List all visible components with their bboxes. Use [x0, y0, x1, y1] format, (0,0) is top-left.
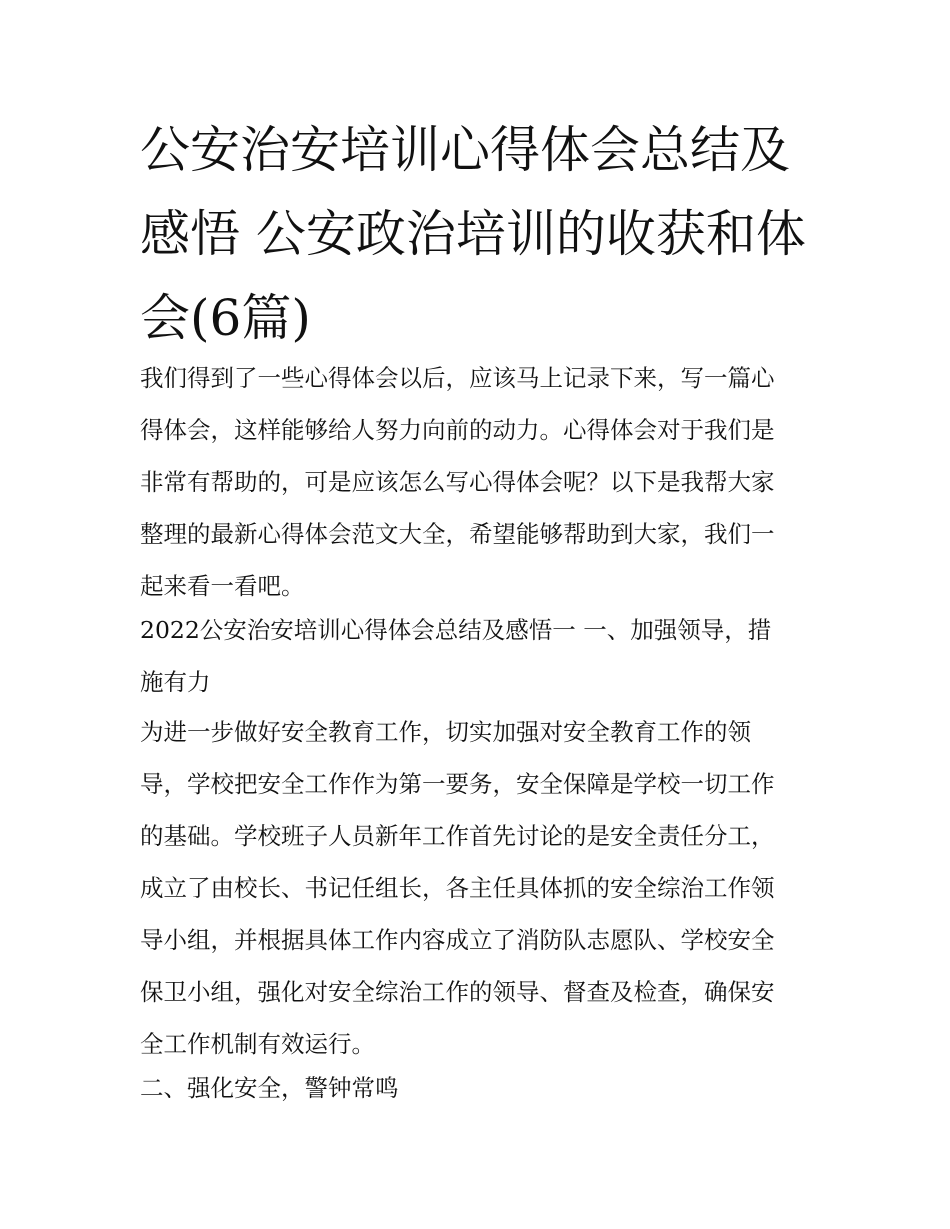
document-title [140, 108, 820, 360]
title-line: 感悟 公安政治培训的收获和体 [140, 205, 806, 263]
text-line: 全工作机制有效运行。 [140, 1030, 375, 1058]
text-line: 成立了由校长、书记任组长，各主任具体抓的安全综治工作领 [140, 874, 775, 902]
intro-paragraph [140, 352, 820, 612]
title-line: 会(6篇) [140, 289, 311, 347]
text-line: 保卫小组，强化对安全综治工作的领导、督查及检查，确保安 [140, 978, 775, 1006]
text-line: 起来看一看吧。 [140, 572, 305, 600]
section-heading-1 [140, 604, 820, 708]
text-line: 施有力 [140, 668, 211, 696]
title-line: 公安治安培训心得体会总结及 [140, 121, 790, 179]
text-line: 整理的最新心得体会范文大全，希望能够帮助到大家，我们一 [140, 520, 775, 548]
text-line: 2022公安治安培训心得体会总结及感悟一 一、加强领导，措 [140, 616, 772, 644]
text-line: 得体会，这样能够给人努力向前的动力。心得体会对于我们是 [140, 416, 775, 444]
text-line: 非常有帮助的，可是应该怎么写心得体会呢？以下是我帮大家 [140, 468, 775, 496]
text-line: 我们得到了一些心得体会以后，应该马上记录下来，写一篇心 [140, 364, 775, 392]
text-line: 导，学校把安全工作作为第一要务，安全保障是学校一切工作 [140, 770, 775, 798]
section-heading-2: 二、强化安全，警钟常鸣 [140, 1074, 399, 1102]
text-line: 导小组，并根据具体工作内容成立了消防队志愿队、学校安全 [140, 926, 775, 954]
section-body-paragraph [140, 706, 820, 1070]
text-line: 的基础。学校班子人员新年工作首先讨论的是安全责任分工， [140, 822, 775, 850]
text-line: 为进一步做好安全教育工作，切实加强对安全教育工作的领 [140, 718, 751, 746]
